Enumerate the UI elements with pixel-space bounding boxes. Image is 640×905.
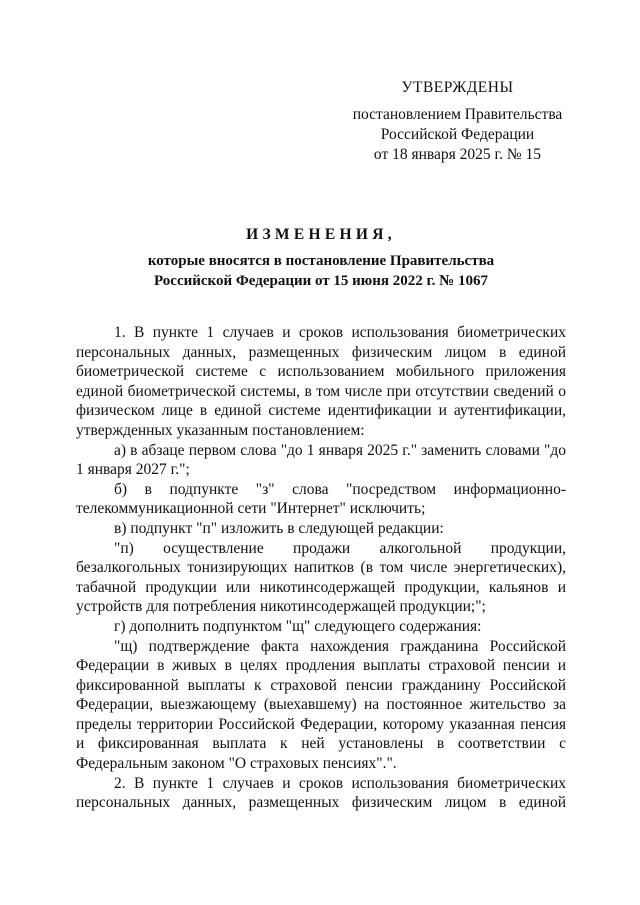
paragraph-b: б) в подпункте "з" слова "посредством информационно-телекоммуникационной сети "Интернет" исключить;	[76, 480, 566, 518]
approval-word: УТВЕРЖДЕНЫ	[401, 79, 514, 96]
approval-line-1: постановлением Правительства	[352, 106, 563, 123]
document-subtitle	[76, 251, 566, 291]
paragraph-v: в) подпункт "п" изложить в следующей редакции:	[114, 519, 444, 537]
subtitle-line-2: Российской Федерации от 15 июня 2022 г. № 1067	[154, 273, 488, 289]
paragraph-g: г) дополнить подпунктом "щ" следующего содержания:	[114, 617, 482, 635]
subtitle-line-1: которые вносятся в постановление Правительства	[147, 253, 495, 269]
approval-line-2: Российской Федерации	[380, 126, 535, 143]
paragraph-a: а) в абзаце первом слова "до 1 января 2025 г." заменить словами "до 1 января 2027 г.";	[76, 441, 566, 479]
document-body	[76, 323, 566, 813]
approval-block	[340, 78, 575, 165]
paragraph-shch-quote: "щ) подтверждение факта нахождения гражданина Российской Федерации в живых в целях продления выплаты страховой пенсии и фиксированной выплаты к страховой пенсии гражданину Российской Федерации, выезжающему (выехавшему) на постоянное жительство за пределы территории Российской Федерации, которому указанная пенсия и фиксированная выплата к ней установлены в соответствии с Федеральным законом "О страховых пенсиях".".	[76, 637, 566, 773]
approval-line-3: от 18 января 2025 г. № 15	[373, 146, 542, 163]
paragraph-2: 2. В пункте 1 случаев и сроков использования биометрических персональных данных, размещенных физическим лицом в единой	[76, 774, 566, 812]
paragraph-1: 1. В пункте 1 случаев и сроков использования биометрических персональных данных, размещенных физическим лицом в единой биометрической системе с использованием мобильного приложения единой биометрической системы, в том числе при отсутствии сведений о физическом лице в единой системе идентификации и аутентификации, утвержденных указанным постановлением:	[76, 324, 566, 439]
paragraph-p-quote: "п) осуществление продажи алкогольной продукции, безалкогольных тонизирующих напитков (в том числе энергетических), табачной продукции или никотинсодержащей продукции, кальянов и устройств для потребления никотинсодержащей продукции;";	[76, 539, 566, 616]
document-title: ИЗМЕНЕНИЯ,	[246, 226, 396, 243]
